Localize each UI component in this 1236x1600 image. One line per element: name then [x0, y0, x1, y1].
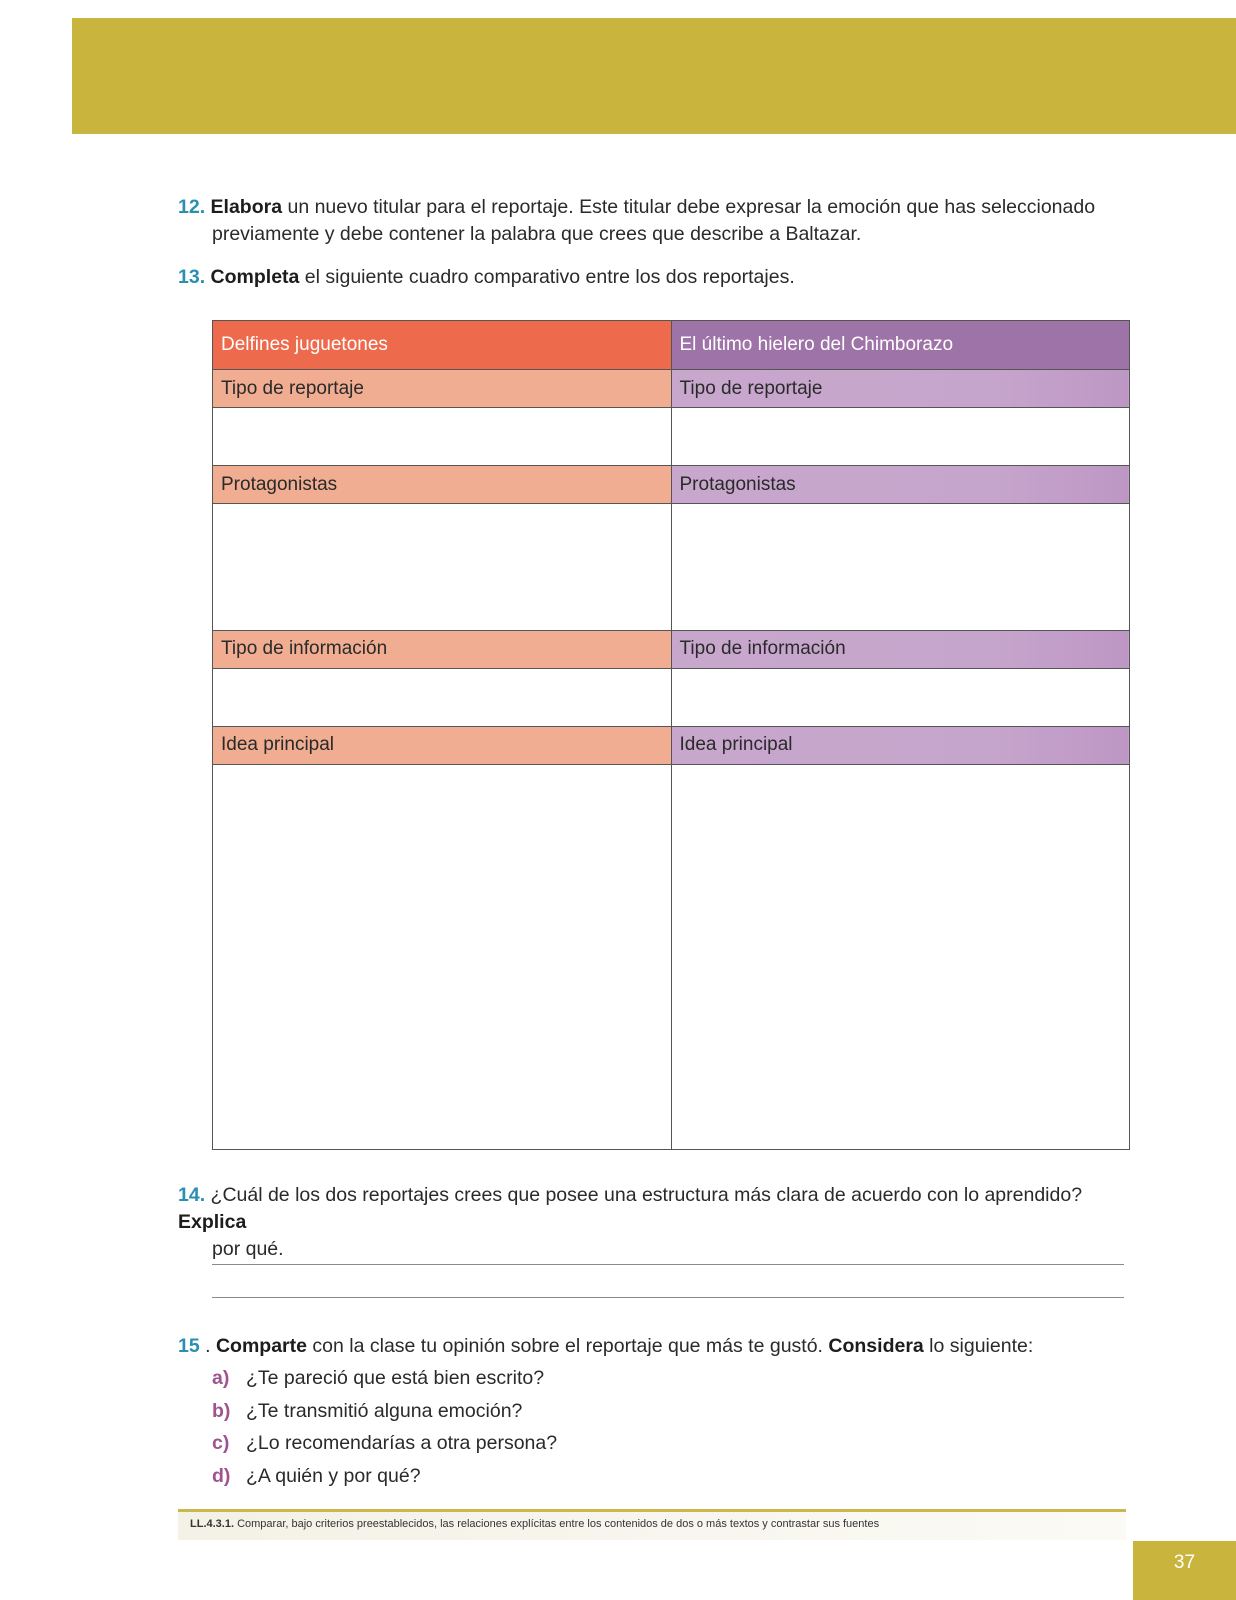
row-label-left: Idea principal	[213, 726, 672, 764]
criterion-text: Comparar, bajo criterios preestablecidos, las relaciones explícitas entre los contenidos de dos o más textos y contrastar sus fuentes	[234, 1518, 880, 1530]
instruction-verb: Elabora	[210, 196, 283, 218]
comparison-table	[212, 320, 1130, 1150]
skill-criterion-bar	[178, 1509, 1126, 1540]
sub-question	[212, 1362, 557, 1395]
instruction-verb: Comparte	[215, 1335, 307, 1357]
question-text: con la clase tu opinión sobre el reportaje que más te gustó.	[307, 1335, 829, 1357]
answer-cell-left[interactable]	[213, 668, 672, 726]
question-number: 13.	[178, 266, 206, 288]
answer-cell-right[interactable]	[671, 668, 1130, 726]
instruction-verb: Considera	[828, 1335, 924, 1357]
separator: .	[199, 1335, 216, 1357]
sub-question-text: ¿Te transmitió alguna emoción?	[246, 1399, 523, 1422]
answer-cell-right[interactable]	[671, 764, 1130, 1149]
row-label-right: Idea principal	[671, 726, 1130, 764]
answer-cell-left[interactable]	[213, 408, 672, 466]
sub-question-text: ¿Te pareció que está bien escrito?	[246, 1367, 545, 1389]
row-label-left: Tipo de información	[213, 630, 672, 668]
instruction-verb: Completa	[210, 266, 300, 288]
sub-question	[212, 1395, 557, 1428]
page-number: 37	[1133, 1541, 1236, 1600]
question-text: lo siguiente:	[923, 1335, 1034, 1357]
sub-questions	[212, 1362, 557, 1492]
row-label-right: Tipo de información	[671, 630, 1130, 668]
question-text-continued: por qué.	[212, 1238, 284, 1260]
row-label-right: Tipo de reportaje	[671, 370, 1130, 408]
sub-question-text: ¿Lo recomendarías a otra persona?	[246, 1432, 558, 1454]
header-band	[72, 18, 1236, 134]
answer-line[interactable]	[212, 1297, 1124, 1298]
instruction-verb: Explica	[178, 1211, 247, 1233]
right-column-title: El último hielero del Chimborazo	[671, 321, 1130, 370]
question-number: 12.	[178, 196, 206, 218]
row-label-right: Protagonistas	[671, 466, 1130, 504]
question-12	[178, 194, 1136, 248]
row-label-left: Tipo de reportaje	[213, 370, 672, 408]
sub-question	[212, 1427, 557, 1460]
row-label-left: Protagonistas	[213, 466, 672, 504]
question-number: 14.	[178, 1184, 206, 1206]
left-column-title: Delfines juguetones	[213, 321, 672, 370]
question-text-continued: previamente y debe contener la palabra que crees que describe a Baltazar.	[212, 223, 862, 245]
question-13	[178, 264, 1136, 291]
question-number: 15	[178, 1335, 200, 1357]
sub-question-letter: d)	[212, 1464, 231, 1487]
answer-cell-left[interactable]	[213, 764, 672, 1149]
question-text: el siguiente cuadro comparativo entre los dos reportajes.	[299, 266, 795, 288]
sub-question	[212, 1460, 557, 1493]
question-text: ¿Cuál de los dos reportajes crees que posee una estructura más clara de acuerdo con lo aprendido?	[205, 1184, 1083, 1206]
sub-question-letter: b)	[212, 1399, 231, 1422]
question-15	[178, 1333, 1136, 1360]
answer-cell-right[interactable]	[671, 504, 1130, 630]
skill-criterion	[190, 1518, 879, 1530]
sub-question-letter: a)	[212, 1367, 230, 1389]
answer-cell-left[interactable]	[213, 504, 672, 630]
sub-question-text: ¿A quién y por qué?	[246, 1464, 421, 1487]
question-14	[178, 1182, 1136, 1263]
sub-question-letter: c)	[212, 1432, 230, 1454]
criterion-code: LL.4.3.1.	[190, 1518, 235, 1530]
answer-cell-right[interactable]	[671, 408, 1130, 466]
question-text: un nuevo titular para el reportaje. Este titular debe expresar la emoción que has seleccionado	[282, 196, 1096, 218]
answer-line[interactable]	[212, 1264, 1124, 1265]
